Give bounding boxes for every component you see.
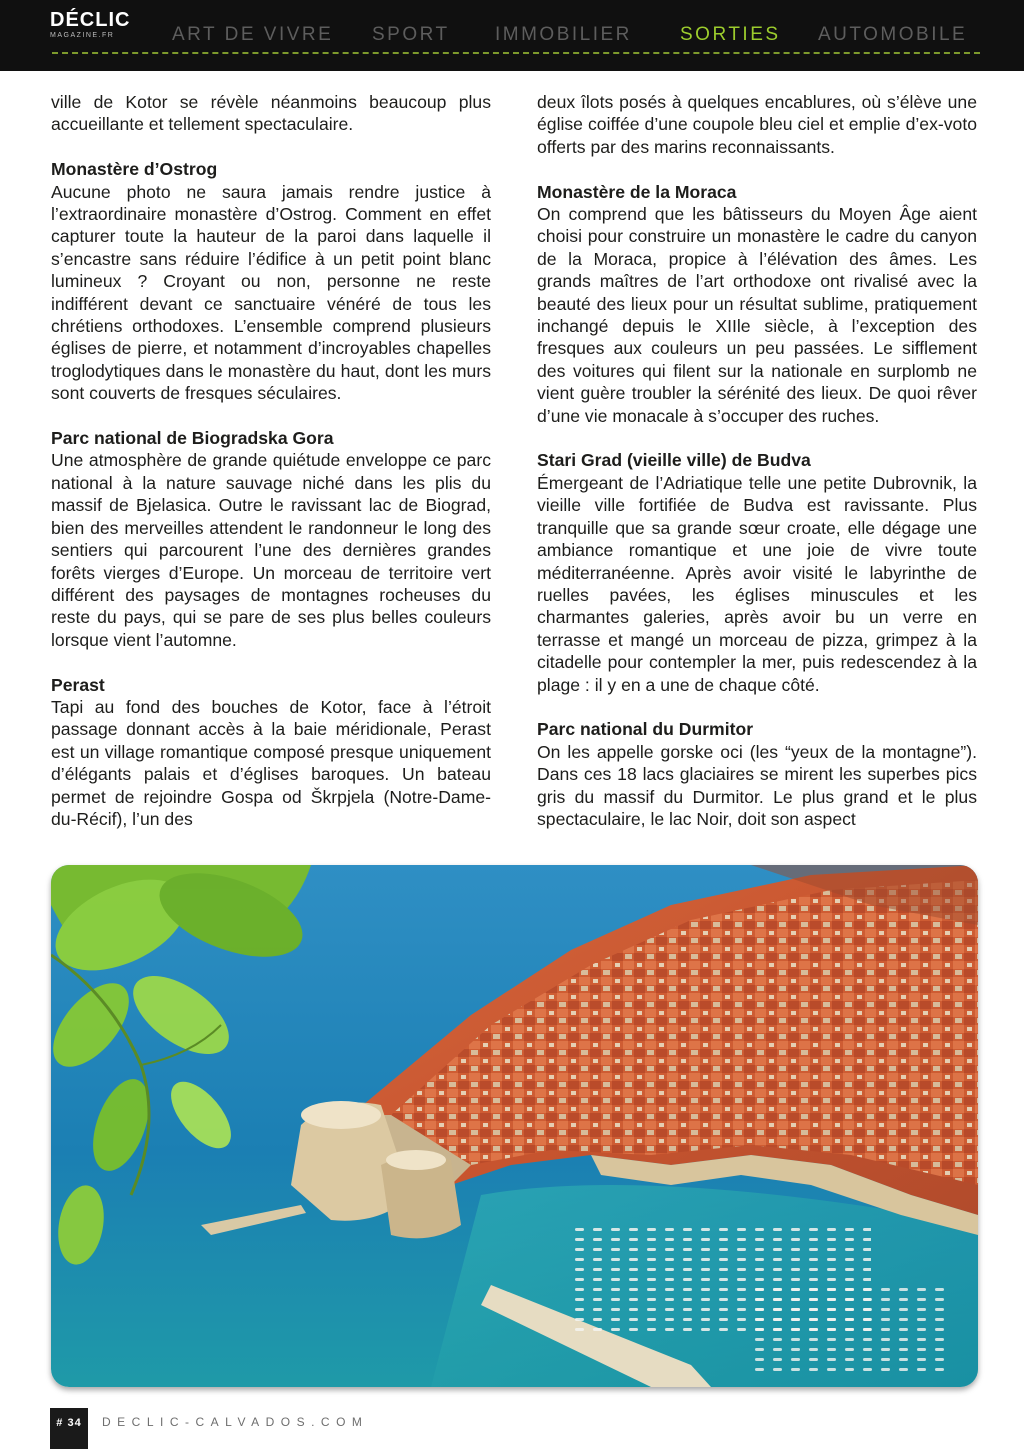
section-text: Une atmosphère de grande quiétude enveloppe ce parc national à la nature sauvage niché dans les plis du massif de Bjelasica. Outre le ravissant lac de Biograd, bien des merveilles attendent le randonneur le long des sentiers qui parcourent l’une des dernières grandes forêts vierges d’Europe. Un morceau de territoire vert différent des paysages de montagnes rocheuses du reste du pays, qui se pare de ses plus belles couleurs lorsque vient l’automne. bbox=[51, 450, 491, 650]
section-text: Aucune photo ne saura jamais rendre justice à l’extraordinaire monastère d’Ostrog. Comment en effet capturer toute la hauteur de la paroi dans laquelle il s’encastre sans réduire l’édifice à un petit point blanc lumineux ? Croyant ou non, personne ne reste indifférent devant ce sanctuaire vénéré de tous les chrétiens orthodoxes. L’ensemble comprend plusieurs églises de pierre, et notamment d’incroyables chapelles troglodytiques dans le monastère du haut, dont les murs sont couverts de fresques séculaires. bbox=[51, 181, 491, 404]
nav-sport[interactable]: SPORT bbox=[372, 24, 450, 45]
article-column-left bbox=[51, 91, 491, 853]
section-text: On comprend que les bâtisseurs du Moyen Âge aient choisi pour construire un monastère le cadre du canyon de la Moraca, propice à l’élévation des âmes. Les grands maîtres de l’art orthodoxe ont rivalisé avec la beauté des lieux pour un résultat sublime, pratiquement inchangé depuis le XIIle siècle, à l’exception des fresques aux couleurs un peu passées. Le sifflement des voitures qui filent sur la nationale en surplomb ne vient guère troubler la sérénité des lieux. De quoi rêver d’une vie monacale à s’occuper des ruches. bbox=[537, 204, 977, 426]
paragraph bbox=[51, 91, 491, 136]
section bbox=[51, 674, 491, 831]
logo-subtitle: MAGAZINE.FR bbox=[50, 32, 115, 39]
site-header bbox=[0, 0, 1024, 71]
logo-text: DÉCLIC bbox=[50, 9, 131, 31]
nav-automobile[interactable]: AUTOMOBILE bbox=[818, 24, 968, 45]
paragraph-text: deux îlots posés à quelques encablures, où s’élève une église coiffée d’une coupole bleu ciel et emplie d’ex-voto offerts par des marins reconnaissants. bbox=[537, 92, 977, 157]
dubrovnik-photo bbox=[51, 865, 978, 1387]
section-heading: Monastère de la Moraca bbox=[537, 181, 737, 202]
section-nav bbox=[172, 24, 980, 46]
section-text: Émergeant de l’Adriatique telle une petite Dubrovnik, la vieille ville fortifiée de Budva est ravissante. Plus tranquille que sa grande sœur croate, elle dégage une ambiance romantique et une joie de vivre toute méditerranéenne. Après avoir visité le labyrinthe de ruelles pavées, les églises minuscules et les charmantes galeries, après avoir bu un verre en terrasse et mangé un morceau de pizza, grimpez à la citadelle pour contempler la mer, puis redescendez à la plage : il y en a une de chaque côté. bbox=[537, 472, 977, 695]
article-column-right bbox=[537, 91, 977, 853]
nav-divider bbox=[52, 52, 980, 54]
page-number: # 34 bbox=[56, 1417, 82, 1429]
section-heading: Perast bbox=[51, 674, 105, 695]
footer-website[interactable]: DECLIC-CALVADOS.COM bbox=[102, 1415, 369, 1429]
section bbox=[537, 181, 977, 427]
nav-sorties[interactable]: SORTIES bbox=[680, 24, 781, 45]
section bbox=[51, 427, 491, 651]
section-heading: Parc national du Durmitor bbox=[537, 719, 754, 740]
page-number-badge bbox=[50, 1408, 88, 1449]
section-text: Tapi au fond des bouches de Kotor, face à l’étroit passage donnant accès à la baie méridionale, Perast est un village romantique composé presque uniquement d’élégants palais et d’églises baroques. Un bateau permet de rejoindre Gospa od Škrpjela (Notre-Dame-du-Récif), l’un des bbox=[51, 696, 491, 829]
section-heading: Stari Grad (vieille ville) de Budva bbox=[537, 450, 811, 471]
nav-art-de-vivre[interactable]: ART DE VIVRE bbox=[172, 24, 334, 45]
section bbox=[51, 158, 491, 404]
paragraph-text: ville de Kotor se révèle néanmoins beaucoup plus accueillante et tellement spectaculaire. bbox=[51, 92, 491, 135]
magazine-logo[interactable] bbox=[50, 9, 130, 40]
section bbox=[537, 449, 977, 695]
nav-immobilier[interactable]: IMMOBILIER bbox=[495, 24, 632, 45]
section bbox=[537, 718, 977, 830]
paragraph bbox=[537, 91, 977, 158]
section-heading: Monastère d’Ostrog bbox=[51, 159, 218, 180]
section-heading: Parc national de Biogradska Gora bbox=[51, 428, 334, 449]
section-text: On les appelle gorske oci (les “yeux de la montagne”). Dans ces 18 lacs glaciaires se mirent les superbes pics gris du massif du Durmitor. Le plus grand et le plus spectaculaire, le lac Noir, doit son aspect bbox=[537, 741, 977, 829]
